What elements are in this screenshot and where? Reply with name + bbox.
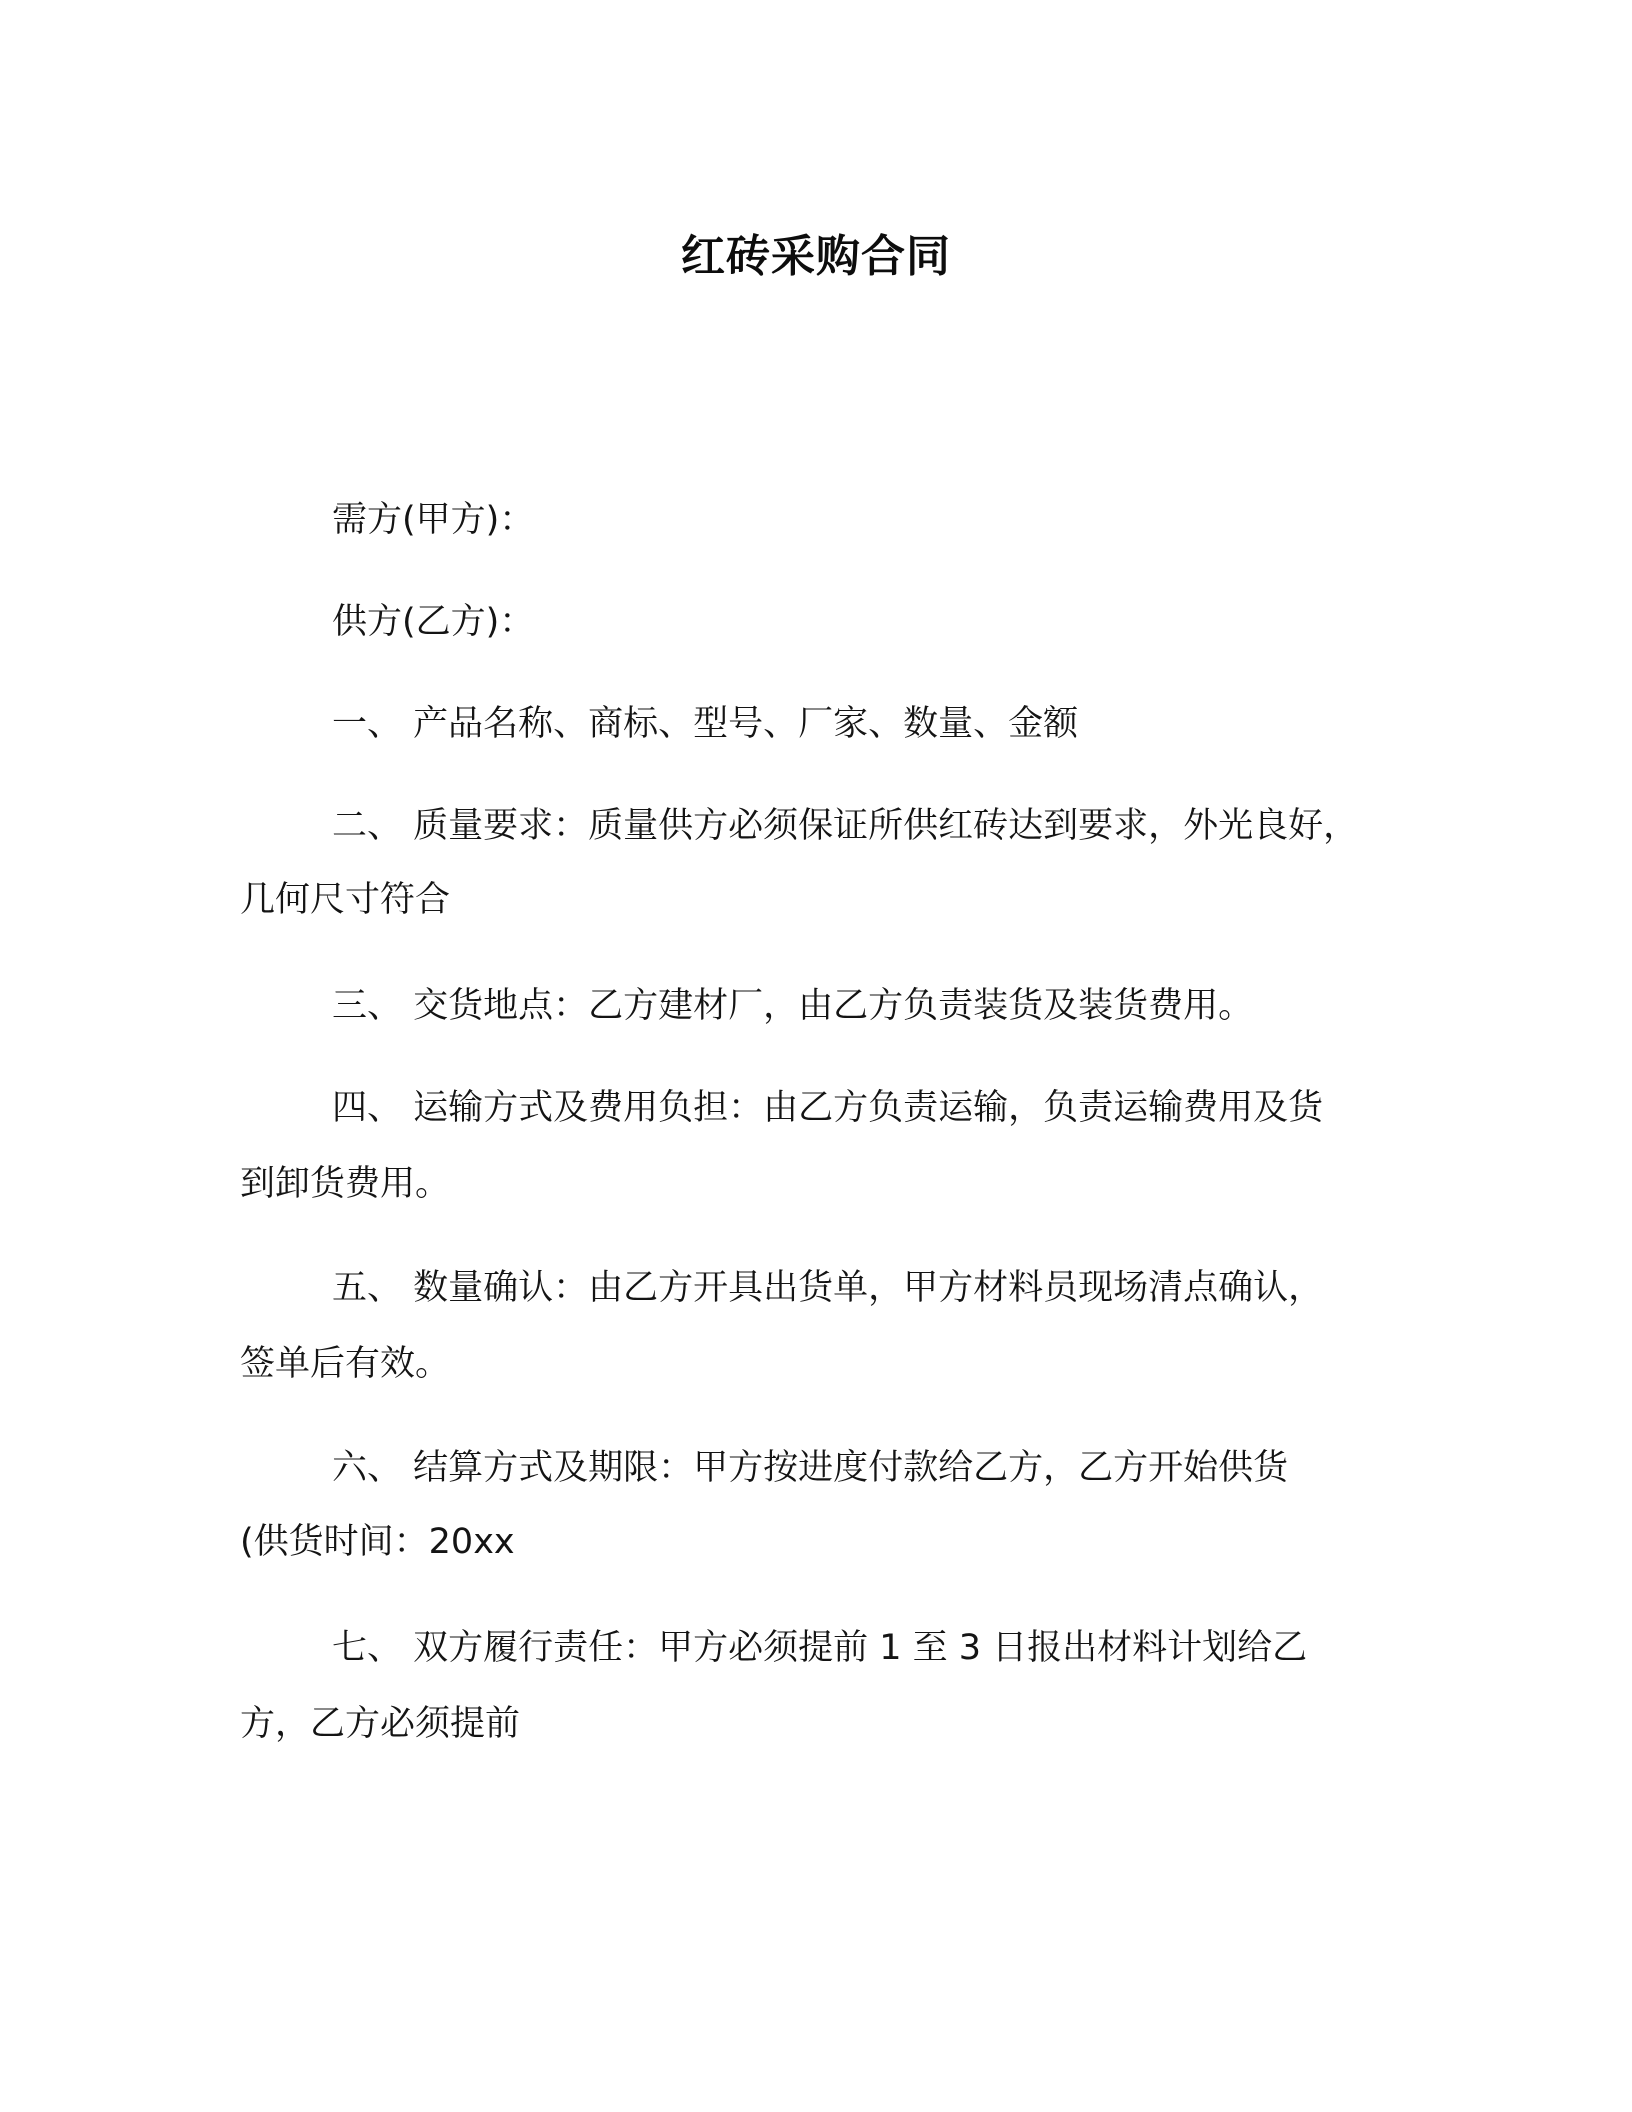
clause-6-line-1: 六、 结算方式及期限：甲方按进度付款给乙方，乙方开始供货 <box>332 1448 1289 1488</box>
clause-4-line-2: 到卸货费用。 <box>240 1164 451 1204</box>
clause-5-line-1: 五、 数量确认：由乙方开具出货单，甲方材料员现场清点确认， <box>332 1268 1324 1308</box>
clause-2-line-2: 几何尺寸符合 <box>240 880 451 920</box>
clause-1-line-1: 一、 产品名称、商标、型号、厂家、数量、金额 <box>332 704 1079 744</box>
clause-7-line-2: 方，乙方必须提前 <box>240 1704 521 1744</box>
party-a-line: 需方(甲方)： <box>332 500 535 540</box>
clause-6-line-2: (供货时间：20xx <box>240 1522 515 1562</box>
clause-5-line-2: 签单后有效。 <box>240 1344 451 1384</box>
party-b-line: 供方(乙方)： <box>332 602 535 642</box>
clause-4-line-1: 四、 运输方式及费用负担：由乙方负责运输，负责运输费用及货 <box>332 1088 1324 1128</box>
clause-7-line-1: 七、 双方履行责任：甲方必须提前 1 至 3 日报出材料计划给乙 <box>332 1628 1308 1668</box>
clause-2-line-1: 二、 质量要求：质量供方必须保证所供红砖达到要求，外光良好， <box>332 806 1359 846</box>
clause-3-line-1: 三、 交货地点：乙方建材厂，由乙方负责装货及装货费用。 <box>332 986 1254 1026</box>
document-title: 红砖采购合同 <box>681 231 951 282</box>
